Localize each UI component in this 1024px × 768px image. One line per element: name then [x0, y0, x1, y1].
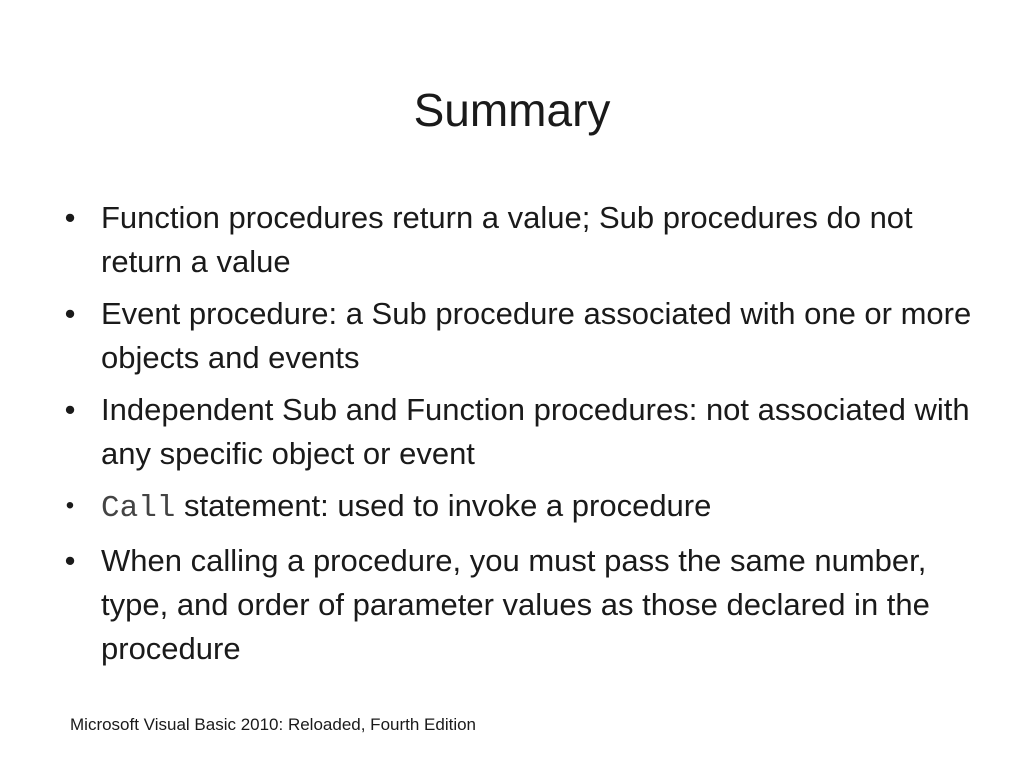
bullet-dot: •: [64, 392, 76, 427]
bullet-item: [60, 292, 980, 380]
bullet-text: statement: used to invoke a procedure: [184, 488, 712, 523]
code-keyword: Call: [101, 491, 176, 526]
bullet-item: [60, 388, 980, 476]
slide-title: Summary: [413, 84, 611, 136]
bullet-text: When calling a procedure, you must pass the same number, type, and order of parameter values as those declared in the procedure: [101, 543, 930, 666]
bullet-dot: •: [64, 200, 76, 235]
bullet-text: Function procedures return a value; Sub procedures do not return a value: [101, 200, 913, 279]
bullet-dot: •: [65, 492, 75, 519]
bullet-list: [60, 196, 980, 679]
bullet-dot: •: [64, 296, 76, 331]
bullet-text: Event procedure: a Sub procedure associated with one or more objects and events: [101, 296, 972, 375]
bullet-item: [60, 484, 980, 531]
bullet-text: Independent Sub and Function procedures: not associated with any specific object or event: [101, 392, 970, 471]
bullet-item: [60, 196, 980, 284]
bullet-dot: •: [64, 543, 76, 578]
bullet-item: [60, 539, 980, 671]
slide-footer: Microsoft Visual Basic 2010: Reloaded, Fourth Edition: [70, 715, 477, 734]
